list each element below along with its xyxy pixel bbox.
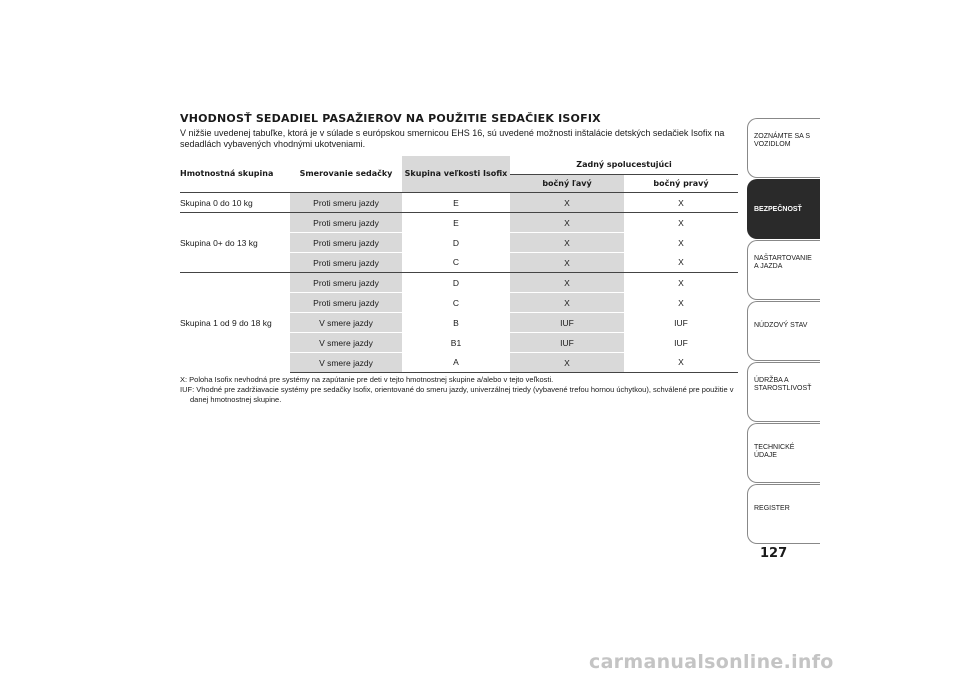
right-cell: X: [624, 213, 738, 233]
page-content: [180, 112, 738, 405]
right-cell: X: [678, 237, 684, 248]
direction-cell: Proti smeru jazdy: [290, 193, 402, 213]
intro-paragraph: V nižšie uvedenej tabuľke, ktorá je v súlade s európskou smernicou EHS 16, sú uvedené možnosti inštalácie detských sedačiek Isofix na sedadlách vybavených vhodnými ukotveniami.: [180, 128, 725, 149]
tab-starting-driving[interactable]: NAŠTARTOVANIE A JAZDA: [747, 240, 820, 300]
tab-safety[interactable]: BEZPEČNOSŤ: [747, 179, 820, 239]
page-number: 127: [760, 546, 788, 561]
size-cell: D: [402, 273, 510, 293]
right-cell: X: [624, 273, 738, 293]
left-cell: X: [510, 233, 624, 253]
tab-vehicle[interactable]: ZOZNÁMTE SA S VOZIDLOM: [747, 118, 820, 178]
size-cell: D: [452, 237, 460, 248]
size-cell: E: [402, 213, 510, 233]
size-cell: A: [402, 353, 510, 373]
size-cell: B: [453, 317, 459, 328]
size-cell: C: [452, 297, 460, 308]
direction-cell: V smere jazdy: [290, 333, 402, 353]
header-right: bočný pravý: [624, 175, 738, 193]
note-x: X: Poloha Isofix nevhodná pre systémy na zapútanie pre deti v tejto hmotnostnej skupine a/alebo v tejto veľkosti.: [180, 375, 554, 384]
right-cell: IUF: [674, 317, 688, 328]
left-cell: X: [510, 293, 624, 313]
size-cell: B1: [450, 337, 462, 348]
direction-cell: Proti smeru jazdy: [290, 213, 402, 233]
header-direction: Smerovanie sedačky: [299, 169, 393, 178]
header-left: bočný ľavý: [510, 175, 624, 193]
group-cell: Skupina 0+ do 13 kg: [180, 213, 290, 273]
note-iuf: IUF: Vhodné pre zadržiavacie systémy pre sedačky Isofix, orientované do smeru jazdy, univerzálnej triedy (vybavené trefou hornou úchytkou), schválené pre použitie v danej hmotnostnej skupine.: [180, 385, 734, 404]
table-row: [180, 193, 738, 213]
left-cell: X: [510, 253, 624, 273]
right-cell: X: [678, 297, 684, 308]
direction-cell: Proti smeru jazdy: [290, 233, 402, 253]
left-cell: X: [510, 193, 624, 213]
direction-cell: Proti smeru jazdy: [290, 253, 402, 273]
direction-cell: V smere jazdy: [290, 353, 402, 373]
header-group: Hmotnostná skupina: [180, 169, 274, 178]
left-cell: X: [510, 353, 624, 373]
left-cell: X: [510, 213, 624, 233]
tab-technical-data[interactable]: TECHNICKÉ ÚDAJE: [747, 423, 820, 483]
direction-cell: Proti smeru jazdy: [290, 273, 402, 293]
left-cell: IUF: [510, 313, 624, 333]
tab-index[interactable]: REGISTER: [747, 484, 820, 544]
watermark: carmanualsonline.info: [589, 651, 834, 673]
isofix-table: [180, 156, 738, 373]
tab-maintenance[interactable]: ÚDRŽBA A STAROSTLIVOSŤ: [747, 362, 820, 422]
right-cell: X: [678, 257, 684, 268]
tab-emergency[interactable]: NÚDZOVÝ STAV: [747, 301, 820, 361]
table-row: [180, 213, 738, 233]
direction-cell: V smere jazdy: [290, 313, 402, 333]
right-cell: IUF: [674, 337, 688, 348]
size-cell: C: [452, 257, 460, 268]
chapter-tabs: [747, 118, 820, 545]
left-cell: IUF: [510, 333, 624, 353]
header-rear-passenger: Zadný spolucestujúci: [576, 160, 672, 169]
table-notes: [180, 375, 738, 405]
right-cell: X: [624, 193, 738, 213]
left-cell: X: [510, 273, 624, 293]
direction-cell: Proti smeru jazdy: [290, 293, 402, 313]
group-cell: Skupina 0 do 10 kg: [180, 193, 290, 213]
group-cell: Skupina 1 od 9 do 18 kg: [180, 273, 290, 373]
right-cell: X: [624, 353, 738, 373]
page-title: VHODNOSŤ SEDADIEL PASAŽIEROV NA POUŽITIE SEDAČIEK ISOFIX: [180, 112, 601, 125]
header-size: Skupina veľkosti Isofix: [402, 156, 510, 193]
table-row: [180, 273, 738, 293]
size-cell: E: [402, 193, 510, 213]
